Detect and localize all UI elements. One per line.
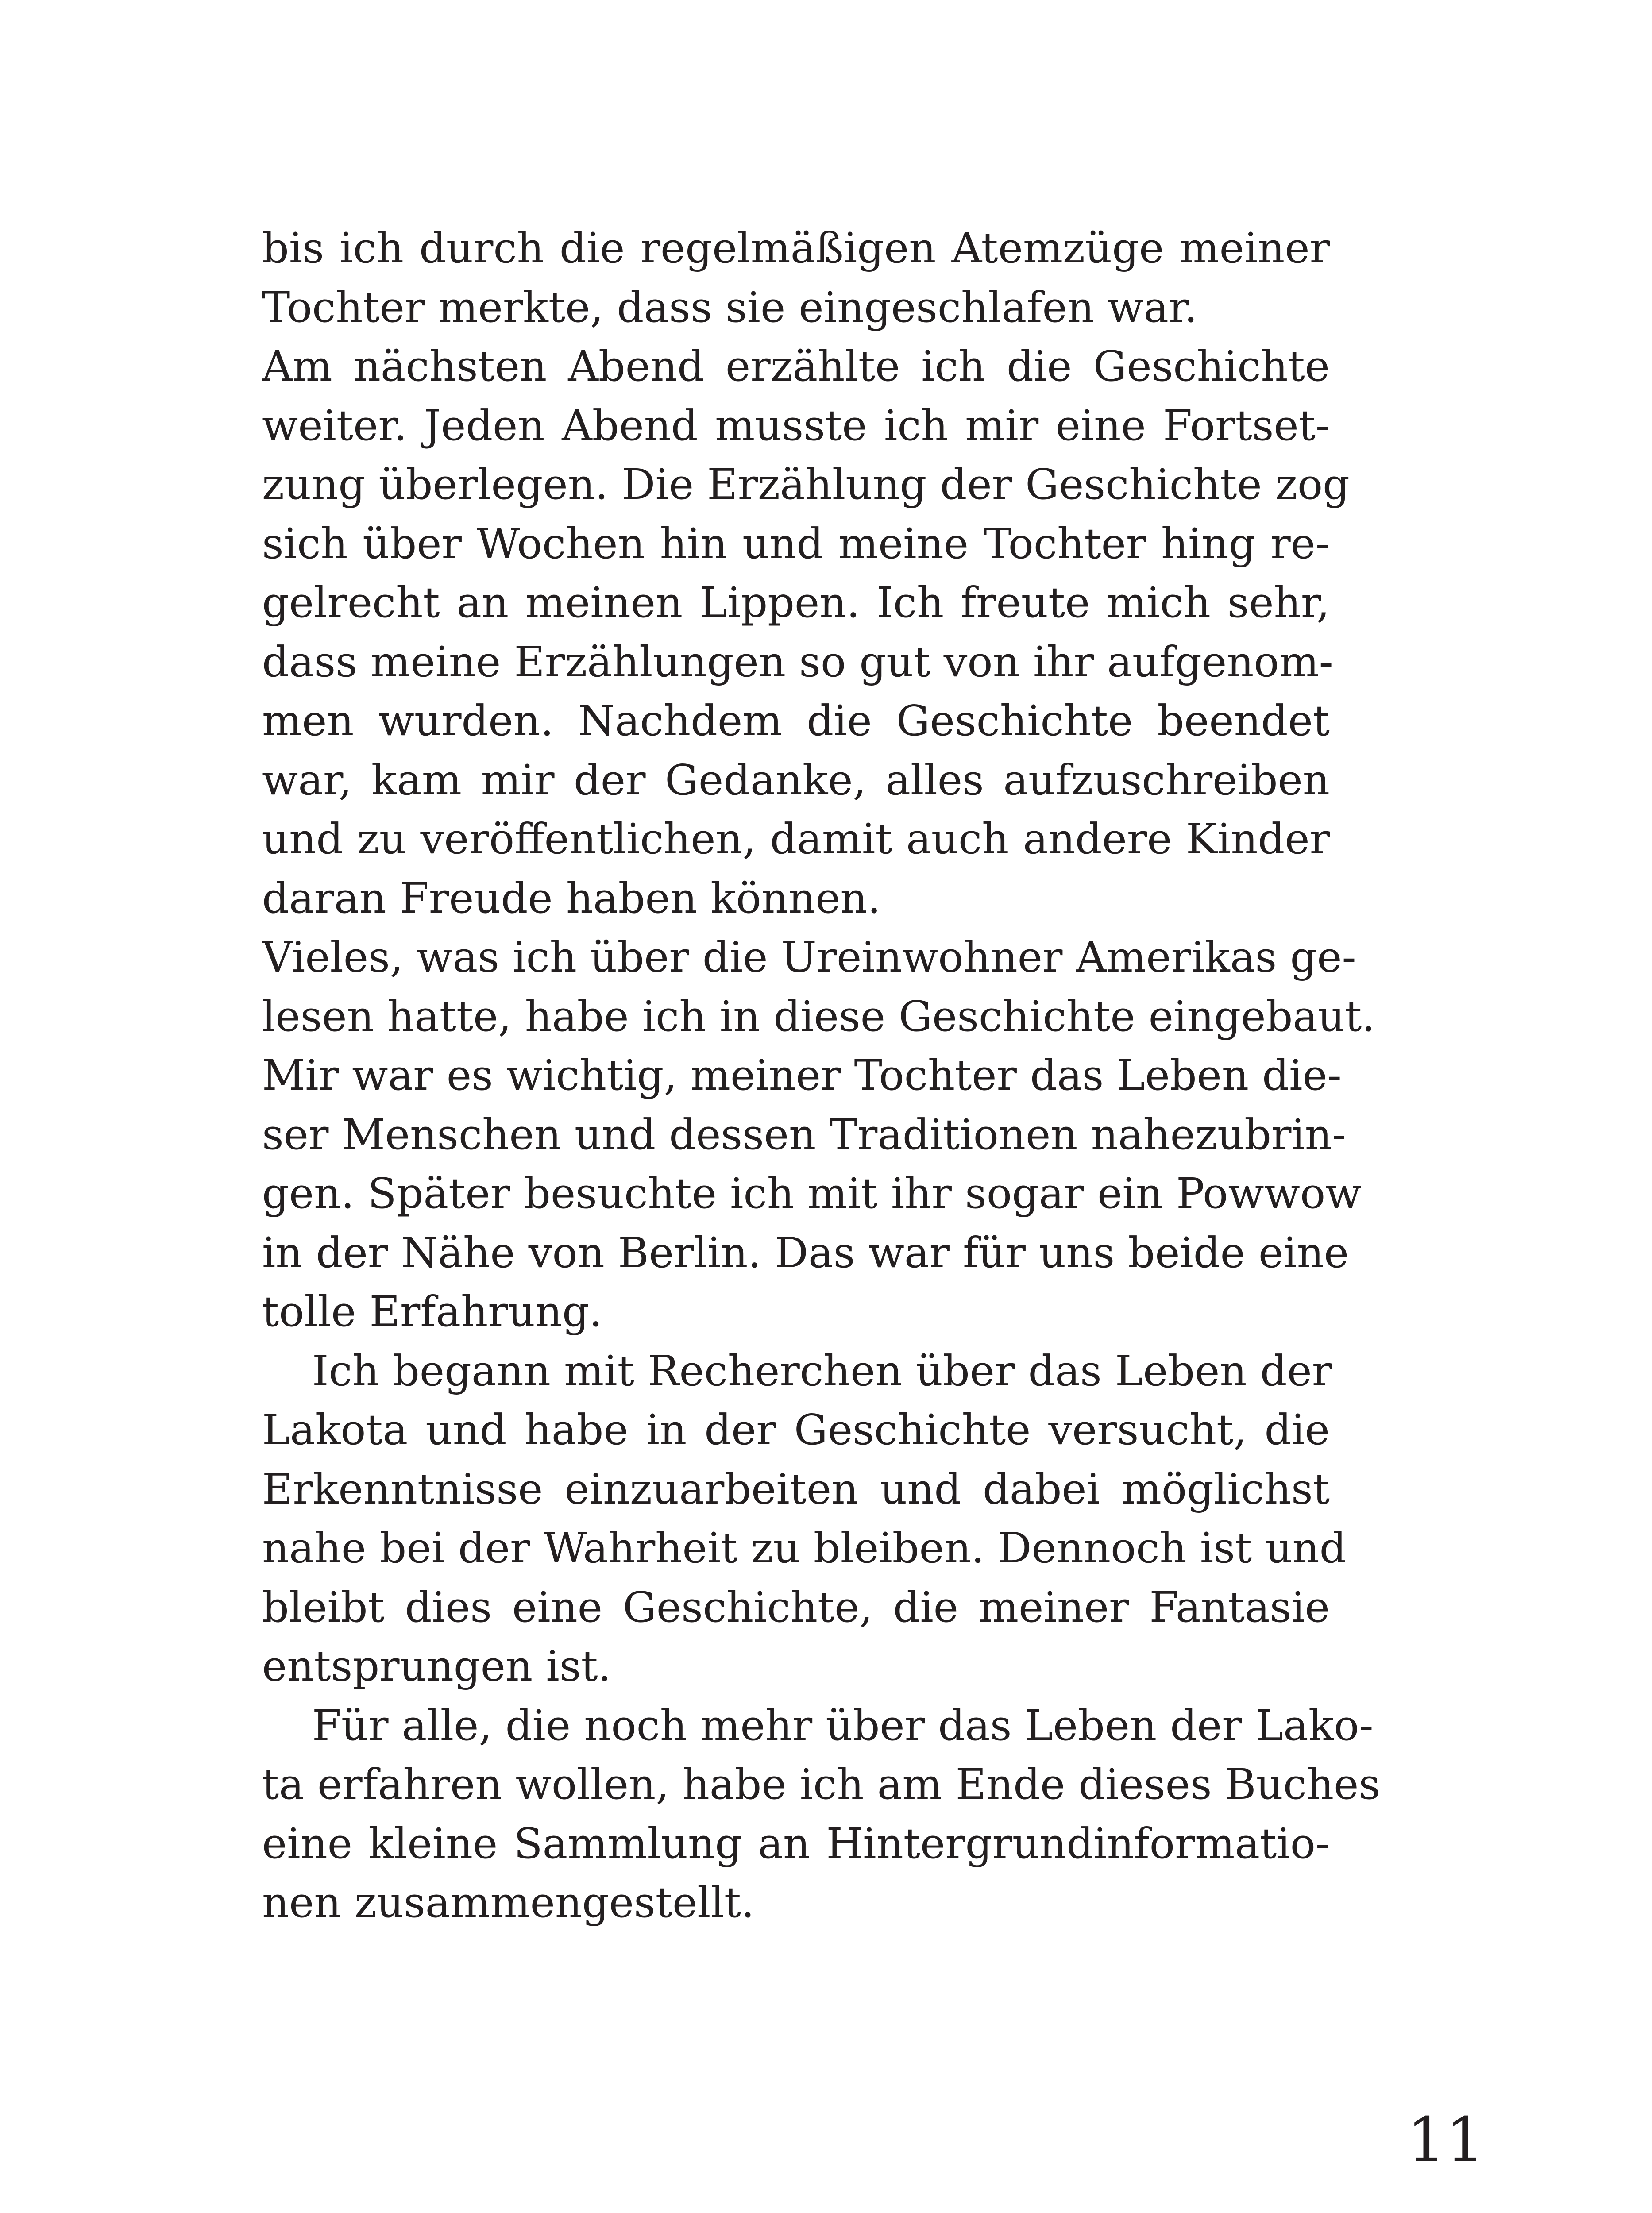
text-line: Erkenntnisse einzuarbeiten und dabei möglichst [262, 1465, 1330, 1514]
text-line: Ich begann mit Recherchen über das Leben der [312, 1346, 1332, 1396]
text-line: nen zusammengestellt. [262, 1878, 755, 1927]
text-line: Tochter merkte, dass sie eingeschlafen war. [262, 283, 1198, 332]
text-line: zung überlegen. Die Erzählung der Geschichte zog [262, 460, 1350, 509]
text-line: men wurden. Nachdem die Geschichte beendet [262, 697, 1330, 745]
text-line: bleibt dies eine Geschichte, die meiner Fantasie [262, 1583, 1330, 1632]
text-line: sich über Wochen hin und meine Tochter hing re- [262, 519, 1330, 568]
text-line: Für alle, die noch mehr über das Leben der Lako- [312, 1701, 1374, 1750]
text-line: nahe bei der Wahrheit zu bleiben. Dennoch ist und [262, 1524, 1347, 1573]
text-line: Am nächsten Abend erzählte ich die Geschichte [262, 342, 1330, 391]
text-line: war, kam mir der Gedanke, alles aufzuschreiben [262, 756, 1330, 805]
text-line: tolle Erfahrung. [262, 1288, 603, 1336]
text-line: und zu veröffentlichen, damit auch andere Kinder [262, 815, 1330, 864]
text-line: entsprungen ist. [262, 1642, 611, 1691]
text-line: Vieles, was ich über die Ureinwohner Amerikas ge- [262, 933, 1356, 982]
text-line: gen. Später besuchte ich mit ihr sogar ein Powwow [262, 1169, 1362, 1218]
text-line: ta erfahren wollen, habe ich am Ende dieses Buches [262, 1760, 1381, 1809]
text-line: eine kleine Sammlung an Hintergrundinformatio- [262, 1819, 1330, 1868]
text-line: Mir war es wichtig, meiner Tochter das Leben die- [262, 1051, 1342, 1100]
text-line: bis ich durch die regelmäßigen Atemzüge meiner [262, 224, 1330, 273]
text-line: in der Nähe von Berlin. Das war für uns beide eine [262, 1228, 1349, 1277]
text-line: Lakota und habe in der Geschichte versucht, die [262, 1406, 1330, 1454]
text-line: lesen hatte, habe ich in diese Geschichte eingebaut. [262, 992, 1375, 1041]
page-number: 11 [1407, 2104, 1485, 2175]
text-line: ser Menschen und dessen Traditionen nahezubrin- [262, 1110, 1347, 1159]
text-line: dass meine Erzählungen so gut von ihr aufgenom- [262, 637, 1333, 686]
text-line: weiter. Jeden Abend musste ich mir eine Fortset- [262, 401, 1330, 450]
text-line: gelrecht an meinen Lippen. Ich freute mich sehr, [262, 578, 1330, 627]
body-text [262, 219, 1381, 1933]
text-line: daran Freude haben können. [262, 874, 881, 923]
